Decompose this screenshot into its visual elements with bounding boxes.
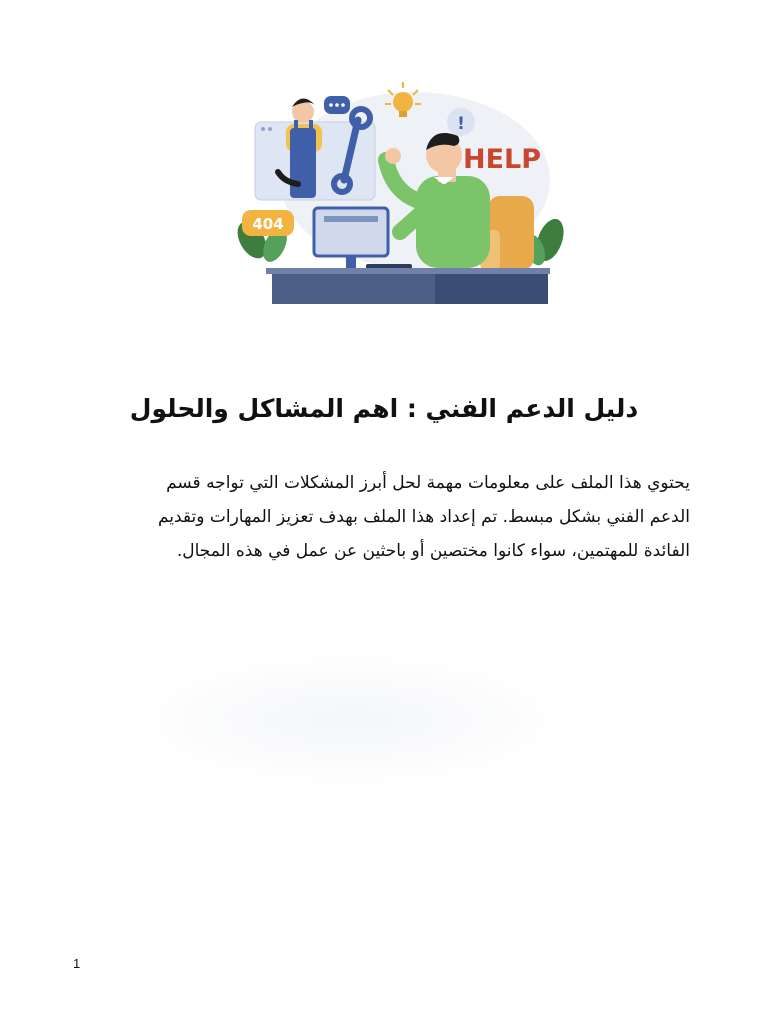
intro-line-2: الدعم الفني بشكل مبسط. تم إعداد هذا الملف بهدف تعزيز المهارات وتقديم xyxy=(157,507,690,527)
page-number: 1 xyxy=(73,956,81,971)
document-title: دليل الدعم الفني : اهم المشاكل والحلول xyxy=(129,394,639,423)
intro-line-1: يحتوي هذا الملف على معلومات مهمة لحل أبرز المشكلات التي تواجه قسم xyxy=(166,473,690,493)
help-sign: HELP xyxy=(463,144,542,175)
faint-background-smudge xyxy=(120,650,580,790)
exclamation-mark: ! xyxy=(457,114,465,134)
intro-line-3: الفائدة للمهتمين، سواء كانوا مختصين أو باحثين عن عمل في هذه المجال. xyxy=(176,541,690,561)
document-intro-paragraph xyxy=(76,466,690,568)
tech-support-illustration xyxy=(230,80,570,310)
error-404-badge: 404 xyxy=(252,215,284,233)
